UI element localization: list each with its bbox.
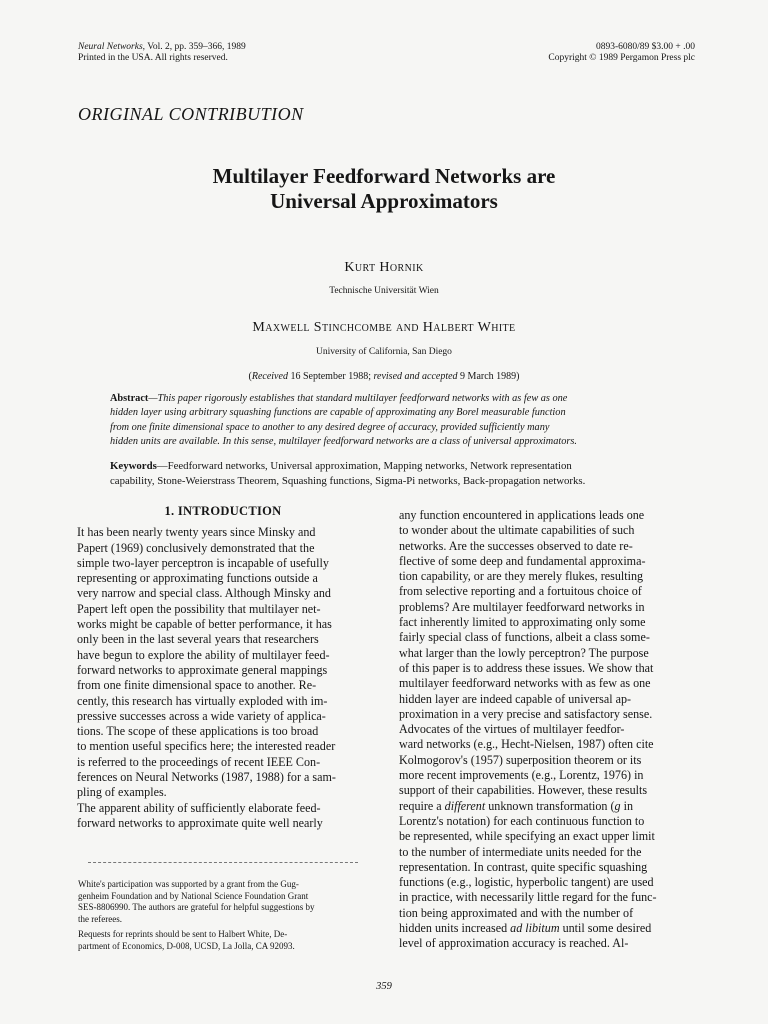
revised-date: 9 March 1989) <box>457 371 520 382</box>
article-type-label: ORIGINAL CONTRIBUTION <box>78 104 304 124</box>
body-line-part: hidden units increased <box>399 921 511 936</box>
body-line: works might be capable of better performance, it has <box>77 617 332 632</box>
body-line: Kolmogorov's (1957) superposition theorem or its <box>399 752 642 767</box>
body-line: multilayer feedforward networks with as few as one <box>399 676 651 691</box>
author-hornik: Kurt Hornik <box>344 260 424 275</box>
affiliation-ucsd: University of California, San Diego <box>316 347 452 357</box>
body-line-part: unknown transformation ( <box>485 798 615 813</box>
footnote-acknowledgement <box>78 879 368 925</box>
body-line: forward networks to approximate general mappings <box>77 662 328 677</box>
body-line-part: require a <box>399 798 445 813</box>
abstract-label: Abstract <box>110 393 149 404</box>
footnote-line: Requests for reprints should be sent to Halbert White, De- <box>78 929 288 940</box>
body-line: is referred to the proceedings of recent IEEE Con- <box>77 754 321 769</box>
journal-citation: , Vol. 2, pp. 359–366, 1989 <box>142 42 246 52</box>
body-column-left <box>77 504 369 831</box>
received-open: ( <box>248 371 252 382</box>
price-code: 0893-6080/89 $3.00 + .00 <box>595 42 695 52</box>
footnote-line: partment of Economics, D-008, UCSD, La Jolla, CA 92093. <box>78 940 295 951</box>
body-line: cently, this research has virtually exploded with im- <box>77 693 328 708</box>
body-line <box>399 921 691 936</box>
body-line: from one finite dimensional space to another. Re- <box>77 678 317 693</box>
abstract-line: from one finite dimensional space to another to any desired degree of accuracy, provided sufficiently many <box>110 421 550 433</box>
title-line: Universal Approximators <box>270 189 498 213</box>
footnote-line: SES-8806990. The authors are grateful for helpful suggestions by <box>78 902 315 913</box>
abstract-line: hidden layer using arbitrary squashing functions are capable of approximating any Borel measurable function <box>110 407 566 419</box>
body-line: problems? Are multilayer feedforward networks in <box>399 599 645 614</box>
body-line: tion being approximated and with the number of <box>399 905 634 920</box>
page-number: 359 <box>376 981 392 992</box>
body-line: networks. Are the successes observed to date re- <box>399 538 633 553</box>
body-line: pressive successes across a wide variety of applica- <box>77 708 326 723</box>
author-stinchcombe-white: Maxwell Stinchcombe and Halbert White <box>252 320 516 335</box>
emphasis-ad-libitum: ad libitum <box>510 921 560 936</box>
keywords <box>110 459 665 489</box>
body-line: any function encountered in applications leads one <box>399 508 645 522</box>
body-line: support of their capabilities. However, these results <box>399 783 648 798</box>
body-line: only been in the last several years that researchers <box>77 632 319 647</box>
footnote-rule <box>88 862 358 863</box>
section-heading-introduction: 1. INTRODUCTION <box>164 504 282 518</box>
body-line: functions (e.g., logistic, hyperbolic tangent) are used <box>399 875 654 890</box>
abstract <box>110 392 665 449</box>
body-line: Lorentz's notation) for each continuous function to <box>399 813 645 828</box>
running-header-left <box>78 42 246 64</box>
received-label: Received <box>251 371 288 382</box>
body-line: more recent improvements (e.g., Lorentz, 1976) in <box>399 768 644 783</box>
body-column-right <box>399 508 691 952</box>
body-line: forward networks to approximate quite well nearly <box>77 815 323 830</box>
running-header-right <box>548 42 695 64</box>
copyright-notice: Copyright © 1989 Pergamon Press plc <box>548 53 695 63</box>
emphasis-different: different <box>444 798 486 813</box>
body-line: what larger than the lowly perceptron? The purpose <box>399 645 649 660</box>
affiliation-wien: Technische Universität Wien <box>329 286 439 296</box>
printed-notice: Printed in the USA. All rights reserved. <box>78 53 228 63</box>
received-dates <box>0 371 768 382</box>
body-line: fairly special class of functions, albeit a class some- <box>399 630 650 645</box>
body-line: tion capability, or are they merely flukes, resulting <box>399 569 644 584</box>
body-line: representation. In contrast, quite specific squashing <box>399 859 648 874</box>
body-line: in practice, with necessarily little regard for the func- <box>399 890 657 905</box>
body-line-part: in <box>620 798 633 813</box>
body-line: simple two-layer perceptron is incapable of usefully <box>77 555 329 570</box>
revised-label: revised and accepted <box>373 371 458 382</box>
keywords-line: capability, Stone-Weierstrass Theorem, Squashing functions, Sigma-Pi networks, Back-propagation networks. <box>110 475 586 487</box>
received-date: 16 September 1988; <box>287 371 374 382</box>
body-line-part: until some desired <box>559 921 652 936</box>
footnote-reprints <box>78 929 368 952</box>
body-line: have begun to explore the ability of multilayer feed- <box>77 647 330 662</box>
body-line: hidden layer are indeed capable of universal ap- <box>399 691 632 706</box>
keywords-line: —Feedforward networks, Universal approximation, Mapping networks, Network representation <box>156 460 572 472</box>
body-line: proximation in a very precise and satisfactory sense. <box>399 706 653 721</box>
body-line: representing or approximating functions outside a <box>77 571 318 586</box>
title-line: Multilayer Feedforward Networks are <box>212 164 556 188</box>
body-line: Papert left open the possibility that multilayer net- <box>77 601 321 616</box>
paper-title <box>0 164 768 214</box>
body-line: level of approximation accuracy is reached. Al- <box>399 936 629 951</box>
body-line: to the number of intermediate units needed for the <box>399 844 642 859</box>
body-line: of this paper is to address these issues. We show that <box>399 660 654 675</box>
left-column-text <box>77 525 369 831</box>
abstract-line: hidden units are available. In this sense, multilayer feedforward networks are a class of universal approximators. <box>110 435 577 447</box>
body-line: ward networks (e.g., Hecht-Nielsen, 1987) often cite <box>399 737 654 752</box>
body-line: The apparent ability of sufficiently elaborate feed- <box>77 800 321 815</box>
right-column-text <box>399 508 691 799</box>
right-column-text-continued <box>399 814 691 921</box>
body-line: Papert (1969) conclusively demonstrated that the <box>77 540 315 555</box>
emphasis-g: g <box>614 798 621 813</box>
body-line: pling of examples. <box>77 785 167 800</box>
body-line: be represented, while specifying an exact upper limit <box>399 829 655 844</box>
footnote-line: genheim Foundation and by National Science Foundation Grant <box>78 890 309 901</box>
body-line: fact inherently limited to approximating only some <box>399 615 646 630</box>
body-line: Advocates of the virtues of multilayer feedfor- <box>399 722 625 737</box>
footnote-line: White's participation was supported by a grant from the Gug- <box>78 879 299 889</box>
body-line: It has been nearly twenty years since Minsky and <box>77 525 316 540</box>
body-line <box>399 799 691 814</box>
body-line: tions. The scope of these applications is too broad <box>77 724 319 739</box>
body-line: to wonder about the ultimate capabilities of such <box>399 523 635 538</box>
body-line: from selective reporting and a fortuitous choice of <box>399 584 642 599</box>
footnotes <box>78 879 368 953</box>
body-line: to mention useful specifics here; the interested reader <box>77 739 336 754</box>
journal-name: Neural Networks <box>78 42 143 52</box>
abstract-line: —This paper rigorously establishes that standard multilayer feedforward networks with as few as one <box>148 393 568 404</box>
footnote-line: the referees. <box>78 913 122 924</box>
keywords-label: Keywords <box>110 460 157 472</box>
body-line: ferences on Neural Networks (1987, 1988) for a sam- <box>77 770 336 785</box>
body-line: flective of some deep and fundamental approxima- <box>399 553 646 568</box>
body-line: very narrow and special class. Although Minsky and <box>77 586 331 601</box>
